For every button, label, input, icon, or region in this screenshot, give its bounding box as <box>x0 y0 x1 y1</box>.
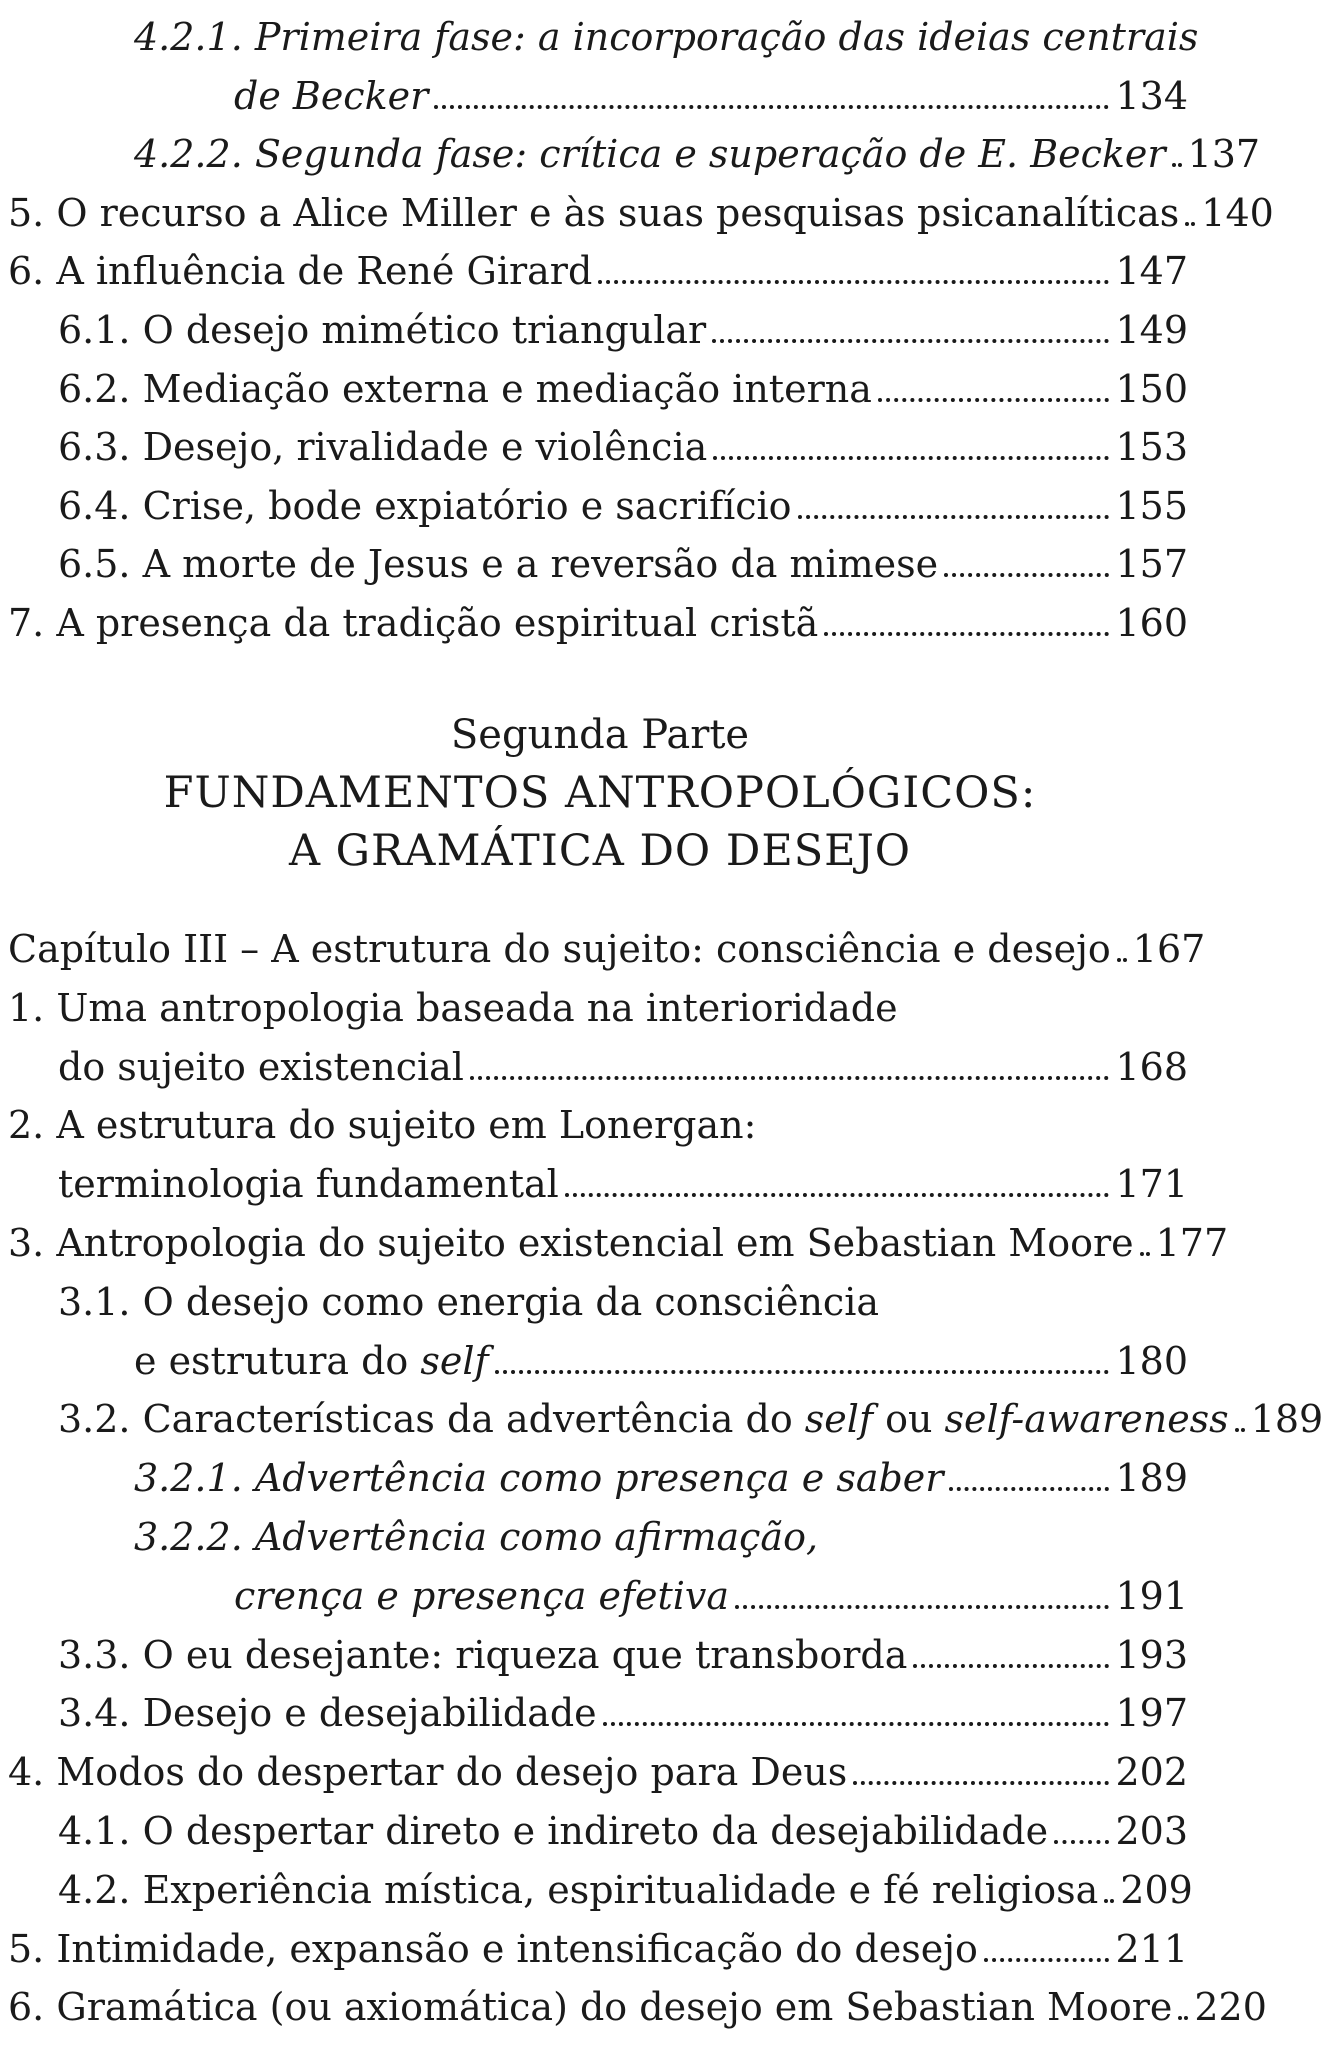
dot-leader <box>949 1487 1109 1491</box>
toc-entry-title: 5. Intimidade, expansão e intensificação do desejo <box>8 1926 978 1971</box>
toc-entry-page-number: 137 <box>1187 132 1261 177</box>
toc-entry-page-number: 209 <box>1120 1867 1193 1912</box>
toc-entry <box>8 240 1188 294</box>
toc-entry <box>8 6 1199 60</box>
toc-entry-title-part: self-awareness <box>944 1397 1229 1442</box>
toc-entry <box>8 1859 1193 1913</box>
toc-entry-title: 6.1. O desejo mimético triangular <box>58 308 707 352</box>
toc-entry-title: de Becker <box>234 73 429 118</box>
dot-leader <box>853 1781 1109 1785</box>
toc-entry-title: 3. Antropologia do sujeito existencial em Sebastian Moore <box>8 1221 1134 1265</box>
dot-leader <box>1178 2016 1188 2020</box>
toc-entry-title <box>58 1396 1229 1442</box>
toc-entry-title: 7. A presença da tradição espiritual cristã <box>8 601 819 645</box>
toc-entry-page-number: 203 <box>1115 1809 1188 1853</box>
toc-entry-title: 4. Modos do despertar do desejo para Deus <box>8 1750 848 1795</box>
part-title-line-2: A GRAMÁTICA DO DESEJO <box>288 826 912 876</box>
dot-leader <box>735 1605 1109 1609</box>
toc-entry-title: 3.4. Desejo e desejabilidade <box>58 1691 597 1736</box>
toc-entry-page-number: 211 <box>1115 1926 1188 1971</box>
toc-entry-page-number: 220 <box>1194 1985 1267 2030</box>
toc-entry-page-number: 153 <box>1115 425 1188 470</box>
dot-leader <box>1185 222 1195 226</box>
toc-entry-title: 6.4. Crise, bode expiatório e sacrifício <box>58 483 792 528</box>
toc-entry-title-part: ou <box>873 1397 945 1442</box>
dot-leader <box>434 105 1109 109</box>
toc-entry-title <box>134 1338 489 1384</box>
toc-entry-page-number: 177 <box>1155 1221 1229 1265</box>
toc-entry-title: terminologia fundamental <box>58 1162 559 1207</box>
toc-entry-title: 2. A estrutura do sujeito em Lonergan: <box>8 1103 757 1148</box>
toc-entry-page-number: 191 <box>1115 1573 1188 1618</box>
dot-leader <box>798 515 1110 519</box>
toc-entry <box>8 1565 1188 1619</box>
toc-entry <box>8 1094 1188 1148</box>
toc-entry-title: 1. Uma antropologia baseada na interioridade <box>8 985 898 1030</box>
toc-entry-title: 3.3. O eu desejante: riqueza que transborda <box>58 1632 908 1677</box>
toc-entry-title: do sujeito existencial <box>58 1044 464 1089</box>
toc-entry-page-number: 140 <box>1201 190 1274 235</box>
dot-leader <box>712 339 1109 343</box>
toc-entry <box>8 1447 1188 1501</box>
toc-entry-page-number: 149 <box>1115 308 1188 352</box>
toc-entry-title: 4.1. O despertar direto e indireto da desejabilidade <box>58 1809 1049 1853</box>
toc-entry <box>8 533 1188 587</box>
toc-entry-page-number: 134 <box>1115 73 1188 118</box>
toc-entry <box>8 977 1188 1031</box>
toc-entry-page-number: 150 <box>1115 366 1188 411</box>
toc-entry <box>8 1153 1188 1207</box>
dot-leader <box>470 1076 1110 1080</box>
toc-entry-title: 4.2.1. Primeira fase: a incorporação das ideias centrais <box>134 15 1199 59</box>
toc-entry-page-number: 160 <box>1115 601 1188 645</box>
dot-leader <box>984 1958 1110 1962</box>
toc-entry-page-number: 189 <box>1115 1456 1188 1501</box>
toc-entry-page-number: 197 <box>1115 1691 1188 1736</box>
toc-entry <box>8 65 1188 119</box>
toc-entry-title: 3.2.2. Advertência como afirmação, <box>134 1515 819 1559</box>
toc-entry <box>8 1682 1188 1736</box>
toc-entry <box>8 1976 1267 2030</box>
toc-entry <box>8 1624 1188 1678</box>
toc-entry-title: 6.5. A morte de Jesus e a reversão da mimese <box>58 542 939 587</box>
dot-leader <box>1104 1899 1114 1903</box>
toc-entry-page-number: 180 <box>1115 1338 1188 1383</box>
toc-entry-title-part: self <box>420 1338 489 1383</box>
dot-leader <box>495 1370 1110 1374</box>
toc-entry-page-number: 202 <box>1115 1750 1188 1795</box>
toc-entry-page-number: 155 <box>1115 483 1188 528</box>
dot-leader <box>713 456 1109 460</box>
toc-entry <box>8 1330 1188 1384</box>
toc-entry-page-number: 189 <box>1250 1397 1323 1442</box>
toc-entry-page-number: 147 <box>1115 249 1188 294</box>
dot-leader <box>565 1193 1110 1197</box>
dot-leader <box>1140 1252 1150 1256</box>
toc-entry-title-part: self <box>804 1397 874 1442</box>
dot-leader <box>944 573 1109 577</box>
toc-entry <box>8 182 1274 236</box>
toc-entry-title: crença e presença efetiva <box>234 1573 730 1618</box>
toc-entry <box>8 1271 1188 1325</box>
toc-entry <box>8 1741 1188 1795</box>
toc-entry <box>8 592 1188 646</box>
toc-entry <box>8 416 1188 470</box>
dot-leader <box>1117 958 1127 962</box>
toc-entry <box>8 358 1188 412</box>
toc-entry-title: 6. A influência de René Girard <box>8 249 593 294</box>
dot-leader <box>603 1722 1110 1726</box>
toc-entry-title: 6.2. Mediação externa e mediação interna <box>58 366 872 411</box>
toc-entry <box>8 1506 1188 1560</box>
dot-leader <box>1172 163 1182 167</box>
dot-leader <box>1235 1428 1245 1432</box>
toc-entry-title: 4.2.2. Segunda fase: crítica e superação de E. Becker <box>134 132 1166 177</box>
toc-entry <box>8 1918 1188 1972</box>
toc-entry-page-number: 168 <box>1115 1044 1188 1089</box>
part-label: Segunda Parte <box>450 712 750 758</box>
toc-entry <box>8 475 1188 529</box>
toc-entry-page-number: 193 <box>1115 1632 1188 1677</box>
dot-leader <box>824 632 1109 636</box>
toc-entry-title: 4.2. Experiência mística, espiritualidade e fé religiosa <box>58 1867 1099 1912</box>
toc-entry-title: Capítulo III – A estrutura do sujeito: consciência e desejo <box>8 927 1111 971</box>
dot-leader <box>1054 1840 1109 1844</box>
toc-entry-page-number: 171 <box>1115 1162 1188 1207</box>
toc-entry-title: 6. Gramática (ou axiomática) do desejo em Sebastian Moore <box>8 1985 1173 2030</box>
toc-entry-title-part: 3.2. Características da advertência do <box>58 1397 805 1442</box>
toc-entry <box>8 1800 1188 1854</box>
toc-entry-title: 5. O recurso a Alice Miller e às suas pesquisas psicanalíticas <box>8 190 1180 235</box>
toc-entry <box>8 1388 1323 1442</box>
toc-entry <box>8 123 1261 177</box>
toc-entry <box>8 1212 1229 1266</box>
toc-entry-page-number: 167 <box>1132 927 1206 971</box>
dot-leader <box>598 280 1109 284</box>
toc-entry-title: 3.2.1. Advertência como presença e saber <box>134 1456 944 1501</box>
toc-entry <box>8 299 1188 353</box>
part-title-line-1: FUNDAMENTOS ANTROPOLÓGICOS: <box>163 768 1037 818</box>
dot-leader <box>913 1664 1109 1668</box>
toc-entry-title: 3.1. O desejo como energia da consciência <box>58 1279 880 1324</box>
toc-entry-title: 6.3. Desejo, rivalidade e violência <box>58 425 708 470</box>
dot-leader <box>878 398 1110 402</box>
toc-entry-title-part: e estrutura do <box>134 1338 421 1383</box>
toc-entry <box>8 918 1206 972</box>
toc-entry-page-number: 157 <box>1115 542 1188 587</box>
toc-entry <box>8 1036 1188 1090</box>
